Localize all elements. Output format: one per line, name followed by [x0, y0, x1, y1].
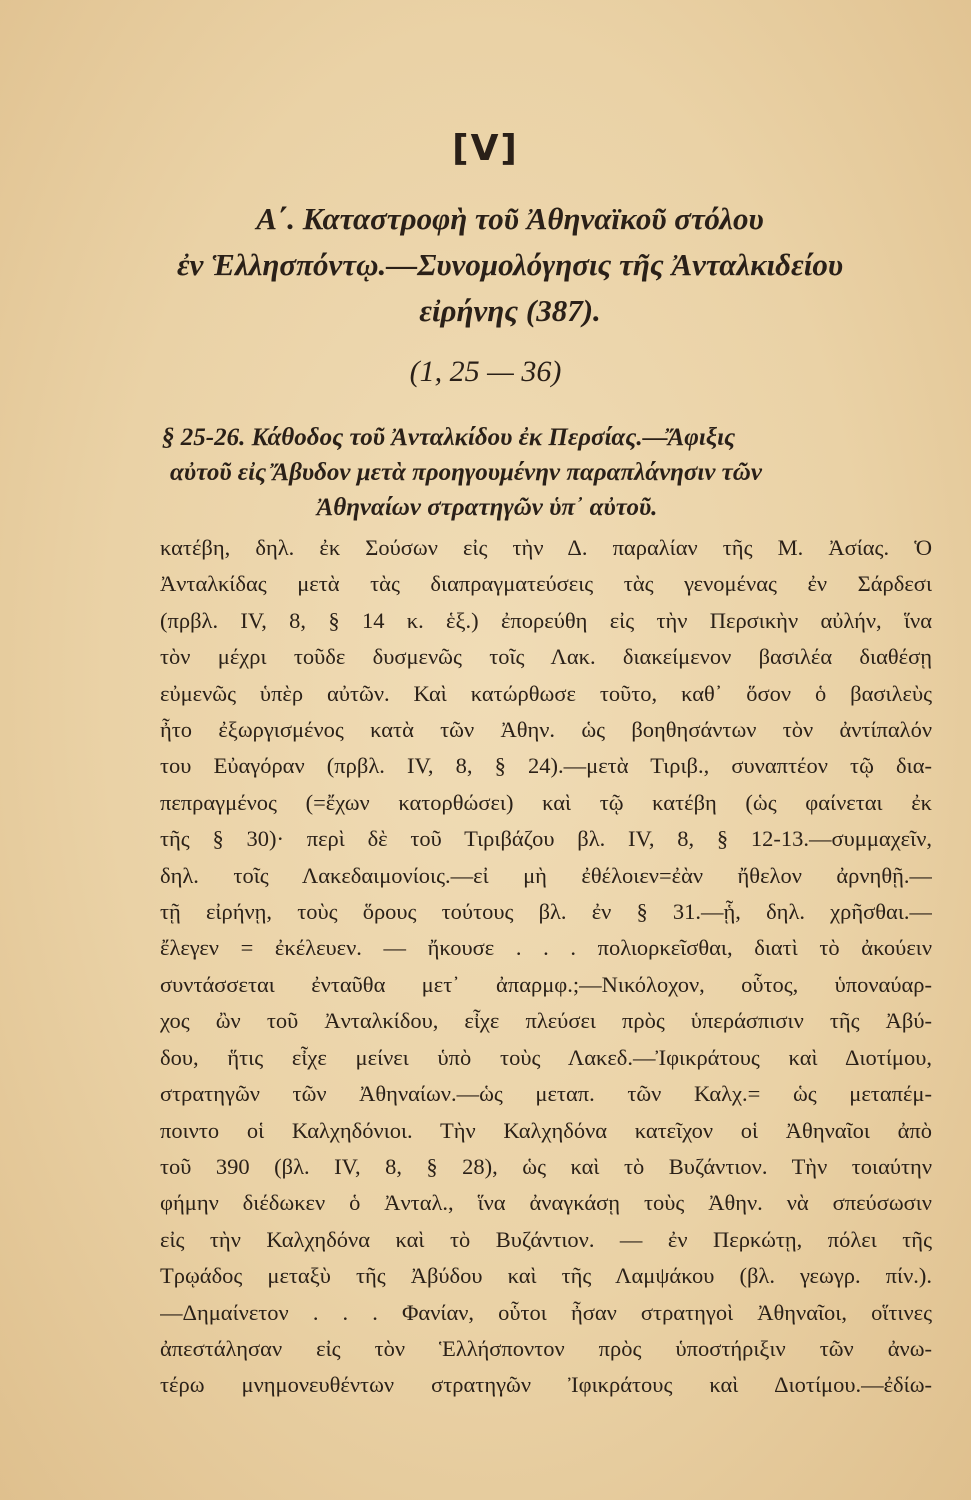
text-line: φήμην διέδωκεν ὁ Ἀνταλ., ἵνα ἀναγκάσῃ τοὺς Ἀθην. νὰ σπεύσωσιν — [160, 1190, 932, 1216]
text-line: στρατηγῶν τῶν Ἀθηναίων.—ὡς μεταπ. τῶν Καλχ.= ὡς μεταπέμ- — [160, 1081, 932, 1107]
text-line: τὸν μέχρι τοῦδε δυσμενῶς τοῖς Λακ. διακείμενον βασιλέα διαθέσῃ — [160, 644, 932, 670]
text-line: πεπραγμένος (=ἔχων κατορθώσει) καὶ τῷ κατέβη (ὡς φαίνεται ἐκ — [160, 789, 932, 815]
chapter-number: [V] — [452, 128, 519, 169]
text-line: εὐμενῶς ὑπὲρ αὐτῶν. Καὶ κατώρθωσε τοῦτο, καθ᾽ ὅσον ὁ βασιλεὺς — [160, 680, 932, 706]
text-line: τέρω μνημονευθέντων στρατηγῶν Ἰφικράτους καὶ Διοτίμου.—ἐδίω- — [160, 1372, 932, 1398]
commentary-text — [160, 530, 932, 1404]
text-line: του Εὐαγόραν (πρβλ. IV, 8, § 24).—μετὰ Τιριβ., συναπτέον τῷ δια- — [160, 753, 932, 779]
text-line: τῇ εἰρήνῃ, τοὺς ὅρους τούτους βλ. ἐν § 31.—ᾗ, δηλ. χρῆσθαι.— — [160, 899, 932, 925]
text-line: κατέβη, δηλ. ἐκ Σούσων εἰς τὴν Δ. παραλίαν τῆς Μ. Ἀσίας. Ὁ — [160, 535, 932, 560]
title-line: εἰρήνης (387). — [419, 293, 601, 328]
chapter-title — [120, 196, 900, 334]
section-heading-line: αὐτοῦ εἰς Ἄβυδον μετὰ προηγουμένην παραπλάνησιν τῶν — [170, 459, 762, 486]
text-line: εἰς τὴν Καλχηδόνα καὶ τὸ Βυζάντιον. — ἐν Περκώτῃ, πόλει τῆς — [160, 1226, 932, 1252]
text-line: δου, ἥτις εἶχε μείνει ὑπὸ τοὺς Λακεδ.—Ἰφικράτους καὶ Διοτίμου, — [160, 1044, 932, 1070]
section-heading-line: Ἀθηναίων στρατηγῶν ὑπ᾽ αὐτοῦ. — [316, 494, 658, 521]
text-line: ἀπεστάλησαν εἰς τὸν Ἑλλήσποντον πρὸς ὑποστήριξιν τῶν ἀνω- — [160, 1335, 932, 1361]
text-line: δηλ. τοῖς Λακεδαιμονίοις.—εἰ μὴ ἐθέλοιεν=ἐὰν ἤθελον ἀρνηθῇ.— — [160, 862, 932, 888]
text-line: Τρῳάδος μεταξὺ τῆς Ἀβύδου καὶ τῆς Λαμψάκου (βλ. γεωγρ. πίν.). — [160, 1263, 932, 1289]
text-line: τοῦ 390 (βλ. IV, 8, § 28), ὡς καὶ τὸ Βυζάντιον. Τὴν τοιαύτην — [160, 1153, 932, 1179]
text-line: ἦτο ἐξωργισμένος κατὰ τῶν Ἀθην. ὡς βοηθησάντων τὸν ἀντίπαλόν — [160, 717, 932, 743]
title-line: Α΄. Καταστροφὴ τοῦ Ἀθηναϊκοῦ στόλου — [256, 201, 764, 236]
text-line: —Δημαίνετον . . . Φανίαν, οὗτοι ἦσαν στρατηγοὶ Ἀθηναῖοι, οἵτινες — [160, 1299, 932, 1325]
text-line: χος ὢν τοῦ Ἀνταλκίδου, εἶχε πλεύσει πρὸς ὑπεράσπισιν τῆς Ἀβύ- — [160, 1008, 932, 1034]
text-line: τῆς § 30)· περὶ δὲ τοῦ Τιριβάζου βλ. IV, 8, § 12-13.—συμμαχεῖν, — [160, 826, 932, 852]
section-heading-line: § 25-26. Κάθοδος τοῦ Ἀνταλκίδου ἐκ Περσίας.—Ἄφιξις — [162, 424, 736, 451]
section-heading — [162, 420, 932, 525]
text-line: ποιντο οἱ Καλχηδόνιοι. Τὴν Καλχηδόνα κατεῖχον οἱ Ἀθηναῖοι ἀπὸ — [160, 1117, 932, 1143]
text-line: Ἀνταλκίδας μετὰ τὰς διαπραγματεύσεις τὰς γενομένας ἐν Σάρδεσι — [160, 571, 932, 597]
passage-reference: (1, 25 — 36) — [409, 355, 562, 388]
text-line: ἔλεγεν = ἐκέλευεν. — ἤκουσε . . . πολιορκεῖσθαι, διατὶ τὸ ἀκούειν — [160, 935, 932, 961]
text-line: (πρβλ. IV, 8, § 14 κ. ἑξ.) ἐπορεύθη εἰς τὴν Περσικὴν αὐλήν, ἵνα — [160, 607, 932, 633]
text-line: συντάσσεται ἐνταῦθα μετ᾽ ἀπαρμφ.;—Νικόλοχον, οὗτος, ὑποναύαρ- — [160, 971, 932, 997]
title-line: ἐν Ἑλλησπόντῳ.—Συνομολόγησις τῆς Ἀνταλκιδείου — [176, 247, 844, 282]
